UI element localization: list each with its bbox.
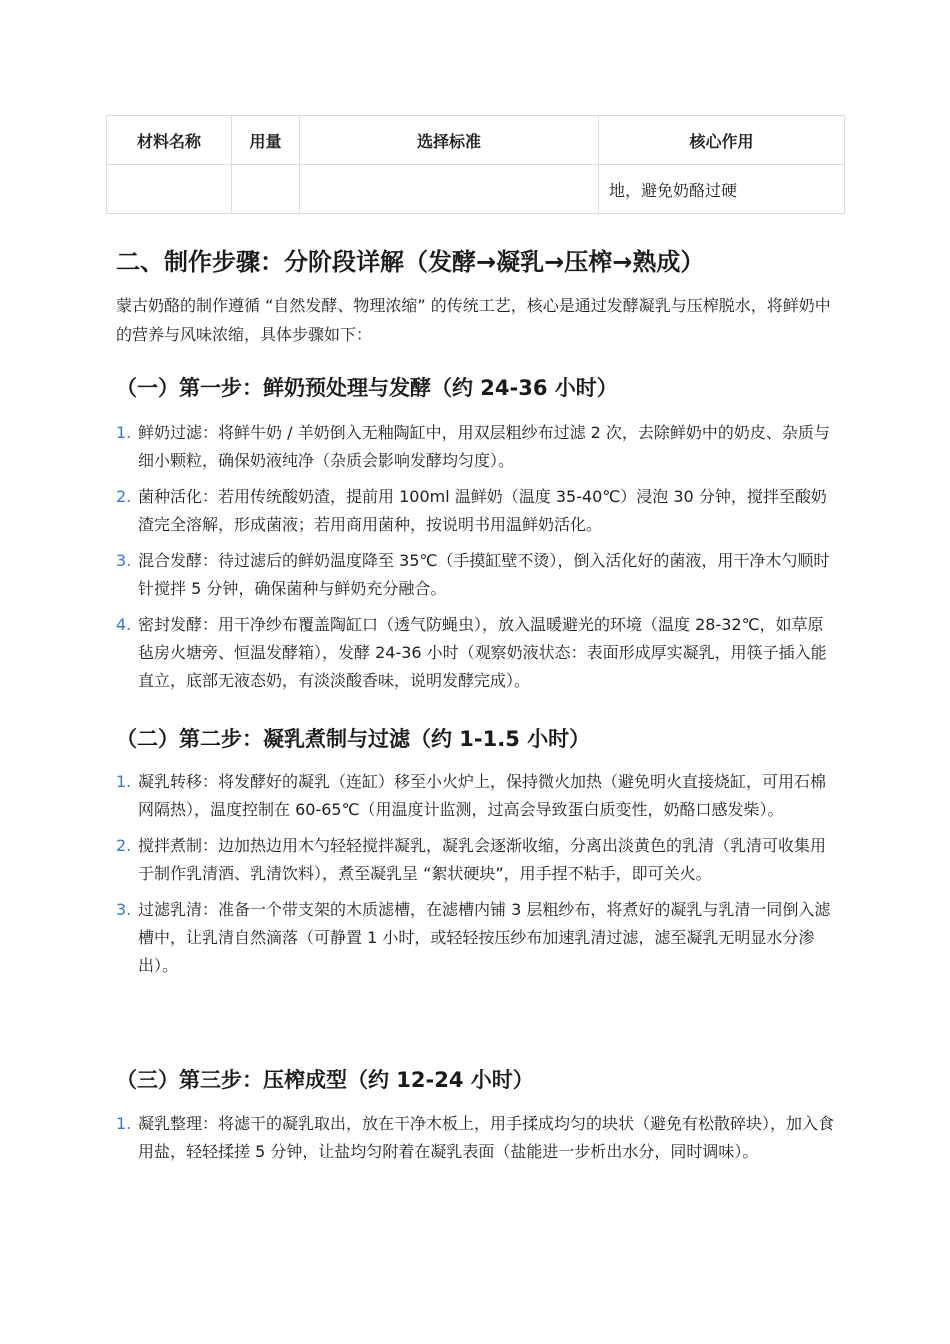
- list-item-text: 过滤乳清：准备一个带支架的木质滤槽，在滤槽内铺 3 层粗纱布，将煮好的凝乳与乳清一同倒入滤槽中，让乳清自然滴落（可静置 1 小时，或轻轻按压纱布加速乳清过滤，滤至凝乳无明显水分渗出）。: [138, 900, 831, 975]
- column-header-role: 核心作用: [599, 116, 845, 165]
- column-header-name: 材料名称: [107, 116, 232, 165]
- column-header-criteria: 选择标准: [300, 116, 599, 165]
- table-cell: [232, 165, 300, 214]
- list-item-text: 搅拌煮制：边加热边用木勺轻轻搅拌凝乳，凝乳会逐渐收缩，分离出淡黄色的乳清（乳清可收集用于制作乳清酒、乳清饮料），煮至凝乳呈 “絮状硬块”，用手捏不粘手，即可关火。: [138, 836, 827, 883]
- list-number: 1.: [116, 772, 132, 791]
- list-number: 3.: [116, 551, 132, 570]
- list-item: [116, 611, 836, 695]
- list-item-text: 密封发酵：用干净纱布覆盖陶缸口（透气防蝇虫），放入温暖避光的环境（温度 28-32℃，如草原毡房火塘旁、恒温发酵箱），发酵 24-36 小时（观察奶液状态：表面形成厚实凝乳，用筷子插入能直立，底部无液态奶，有淡淡酸香味，说明发酵完成）。: [138, 615, 827, 690]
- list-item: [116, 768, 836, 824]
- list-item-text: 混合发酵：待过滤后的鲜奶温度降至 35℃（手摸缸壁不烫），倒入活化好的菌液，用干净木勺顺时针搅拌 5 分钟，确保菌种与鲜奶充分融合。: [138, 551, 830, 598]
- column-header-amount: 用量: [232, 116, 300, 165]
- list-item: [116, 1110, 836, 1166]
- list-number: 2.: [116, 487, 132, 506]
- step3-list: [116, 1110, 836, 1174]
- list-item: [116, 419, 836, 475]
- table-header-row: [107, 116, 845, 165]
- list-item: [116, 832, 836, 888]
- list-item-text: 凝乳转移：将发酵好的凝乳（连缸）移至小火炉上，保持微火加热（避免明火直接烧缸，可用石棉网隔热），温度控制在 60-65℃（用温度计监测，过高会导致蛋白质变性，奶酪口感发柴）。: [138, 772, 827, 819]
- table-cell: [300, 165, 599, 214]
- list-number: 4.: [116, 615, 132, 634]
- step1-heading: （一）第一步：鲜奶预处理与发酵（约 24-36 小时）: [116, 376, 618, 400]
- list-item-text: 菌种活化：若用传统酸奶渣，提前用 100ml 温鲜奶（温度 35-40℃）浸泡 30 分钟，搅拌至酸奶渣完全溶解，形成菌液；若用商用菌种，按说明书用温鲜奶活化。: [138, 487, 827, 534]
- list-number: 2.: [116, 836, 132, 855]
- step2-list: [116, 768, 836, 988]
- list-item: [116, 547, 836, 603]
- table-cell: [107, 165, 232, 214]
- section-heading-steps: 二、制作步骤：分阶段详解（发酵→凝乳→压榨→熟成）: [116, 248, 705, 276]
- table-row: [107, 165, 845, 214]
- step1-list: [116, 419, 836, 703]
- table-cell: 地，避免奶酪过硬: [599, 165, 845, 214]
- list-item: [116, 483, 836, 539]
- list-number: 3.: [116, 900, 132, 919]
- list-item: [116, 896, 836, 980]
- list-item-text: 凝乳整理：将滤干的凝乳取出，放在干净木板上，用手揉成均匀的块状（避免有松散碎块），加入食用盐，轻轻揉搓 5 分钟，让盐均匀附着在凝乳表面（盐能进一步析出水分，同时调味）。: [138, 1114, 835, 1161]
- step3-heading: （三）第三步：压榨成型（约 12-24 小时）: [116, 1068, 534, 1092]
- materials-table: [106, 115, 845, 214]
- step2-heading: （二）第二步：凝乳煮制与过滤（约 1-1.5 小时）: [116, 727, 591, 751]
- section-intro-paragraph: 蒙古奶酪的制作遵循 “自然发酵、物理浓缩” 的传统工艺，核心是通过发酵凝乳与压榨脱水，将鲜奶中的营养与风味浓缩，具体步骤如下：: [116, 296, 831, 344]
- list-number: 1.: [116, 1114, 132, 1133]
- list-number: 1.: [116, 423, 132, 442]
- list-item-text: 鲜奶过滤：将鲜牛奶 / 羊奶倒入无釉陶缸中，用双层粗纱布过滤 2 次，去除鲜奶中的奶皮、杂质与细小颗粒，确保奶液纯净（杂质会影响发酵均匀度）。: [138, 423, 830, 470]
